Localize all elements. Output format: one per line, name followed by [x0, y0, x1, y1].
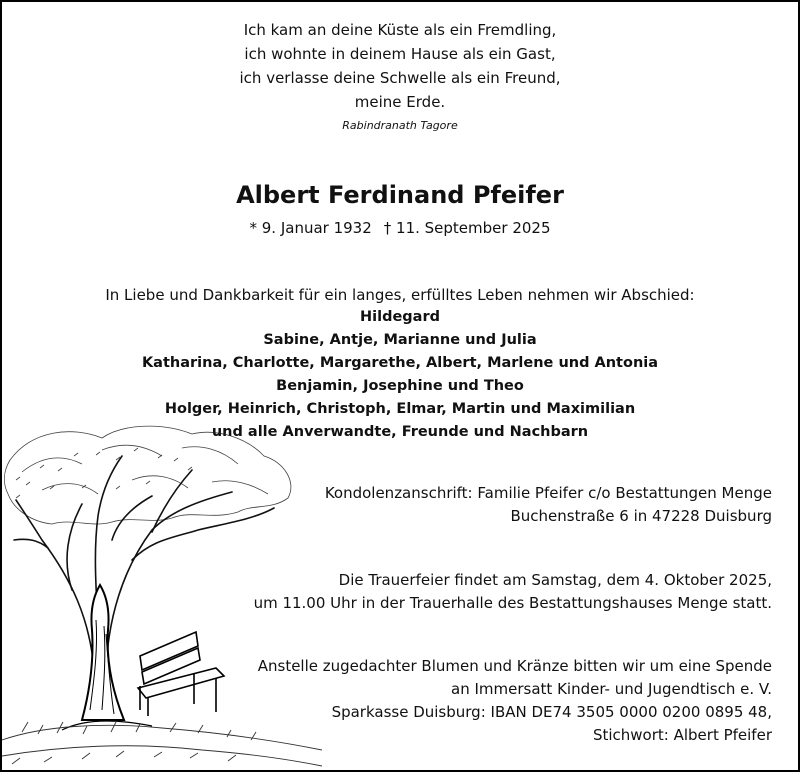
- poem-line: Ich kam an deine Küste als ein Fremdling,: [243, 21, 557, 39]
- condolence-address: [325, 482, 772, 528]
- tree-with-bench-illustration: [2, 420, 322, 772]
- ground-hatching: [2, 722, 322, 766]
- donation-line: Anstelle zugedachter Blumen und Kränze bitten wir um eine Spende: [257, 657, 772, 675]
- deceased-name: Albert Ferdinand Pfeifer: [236, 181, 564, 209]
- mourner-line: Katharina, Charlotte, Margarethe, Albert, Marlene und Antonia: [141, 355, 659, 371]
- tree-trunk: [62, 585, 152, 730]
- funeral-line: Die Trauerfeier findet am Samstag, dem 4. Oktober 2025,: [338, 571, 772, 589]
- poem-line: ich wohnte in deinem Hause als ein Gast,: [244, 45, 556, 63]
- bench-icon: [138, 632, 224, 716]
- poem-author: Rabindranath Tagore: [342, 119, 458, 132]
- donation-request: [258, 655, 772, 747]
- poem-line: meine Erde.: [354, 93, 446, 111]
- mourner-line: und alle Anverwandte, Freunde und Nachbarn: [211, 424, 589, 440]
- donation-line: an Immersatt Kinder- und Jugendtisch e. V.: [451, 680, 772, 698]
- tree-canopy: [2, 426, 291, 524]
- life-dates: [2, 216, 798, 240]
- condolence-line: Kondolenzanschrift: Familie Pfeifer c/o Bestattungen Menge: [324, 484, 772, 502]
- funeral-notice: [254, 569, 772, 615]
- mourner-line: Sabine, Antje, Marianne und Julia: [263, 332, 537, 348]
- birth-date: * 9. Januar 1932: [249, 219, 372, 237]
- poem-line: ich verlasse deine Schwelle als ein Freund,: [239, 69, 561, 87]
- death-date: † 11. September 2025: [383, 219, 551, 237]
- mourner-line: Holger, Heinrich, Christoph, Elmar, Martin und Maximilian: [164, 401, 636, 417]
- mourner-line: Benjamin, Josephine und Theo: [276, 378, 524, 394]
- donation-line: Sparkasse Duisburg: IBAN DE74 3505 0000 0200 0895 48,: [331, 703, 772, 721]
- mourner-line: Hildegard: [360, 309, 440, 325]
- tree-branches: [14, 456, 274, 670]
- condolence-line: Buchenstraße 6 in 47228 Duisburg: [510, 507, 772, 525]
- donation-line: Stichwort: Albert Pfeifer: [592, 726, 772, 744]
- poem-block: [2, 18, 798, 136]
- funeral-line: um 11.00 Uhr in der Trauerhalle des Bestattungshauses Menge statt.: [253, 594, 772, 612]
- intro-text: In Liebe und Dankbarkeit für ein langes, erfülltes Leben nehmen wir Abschied:: [105, 286, 695, 304]
